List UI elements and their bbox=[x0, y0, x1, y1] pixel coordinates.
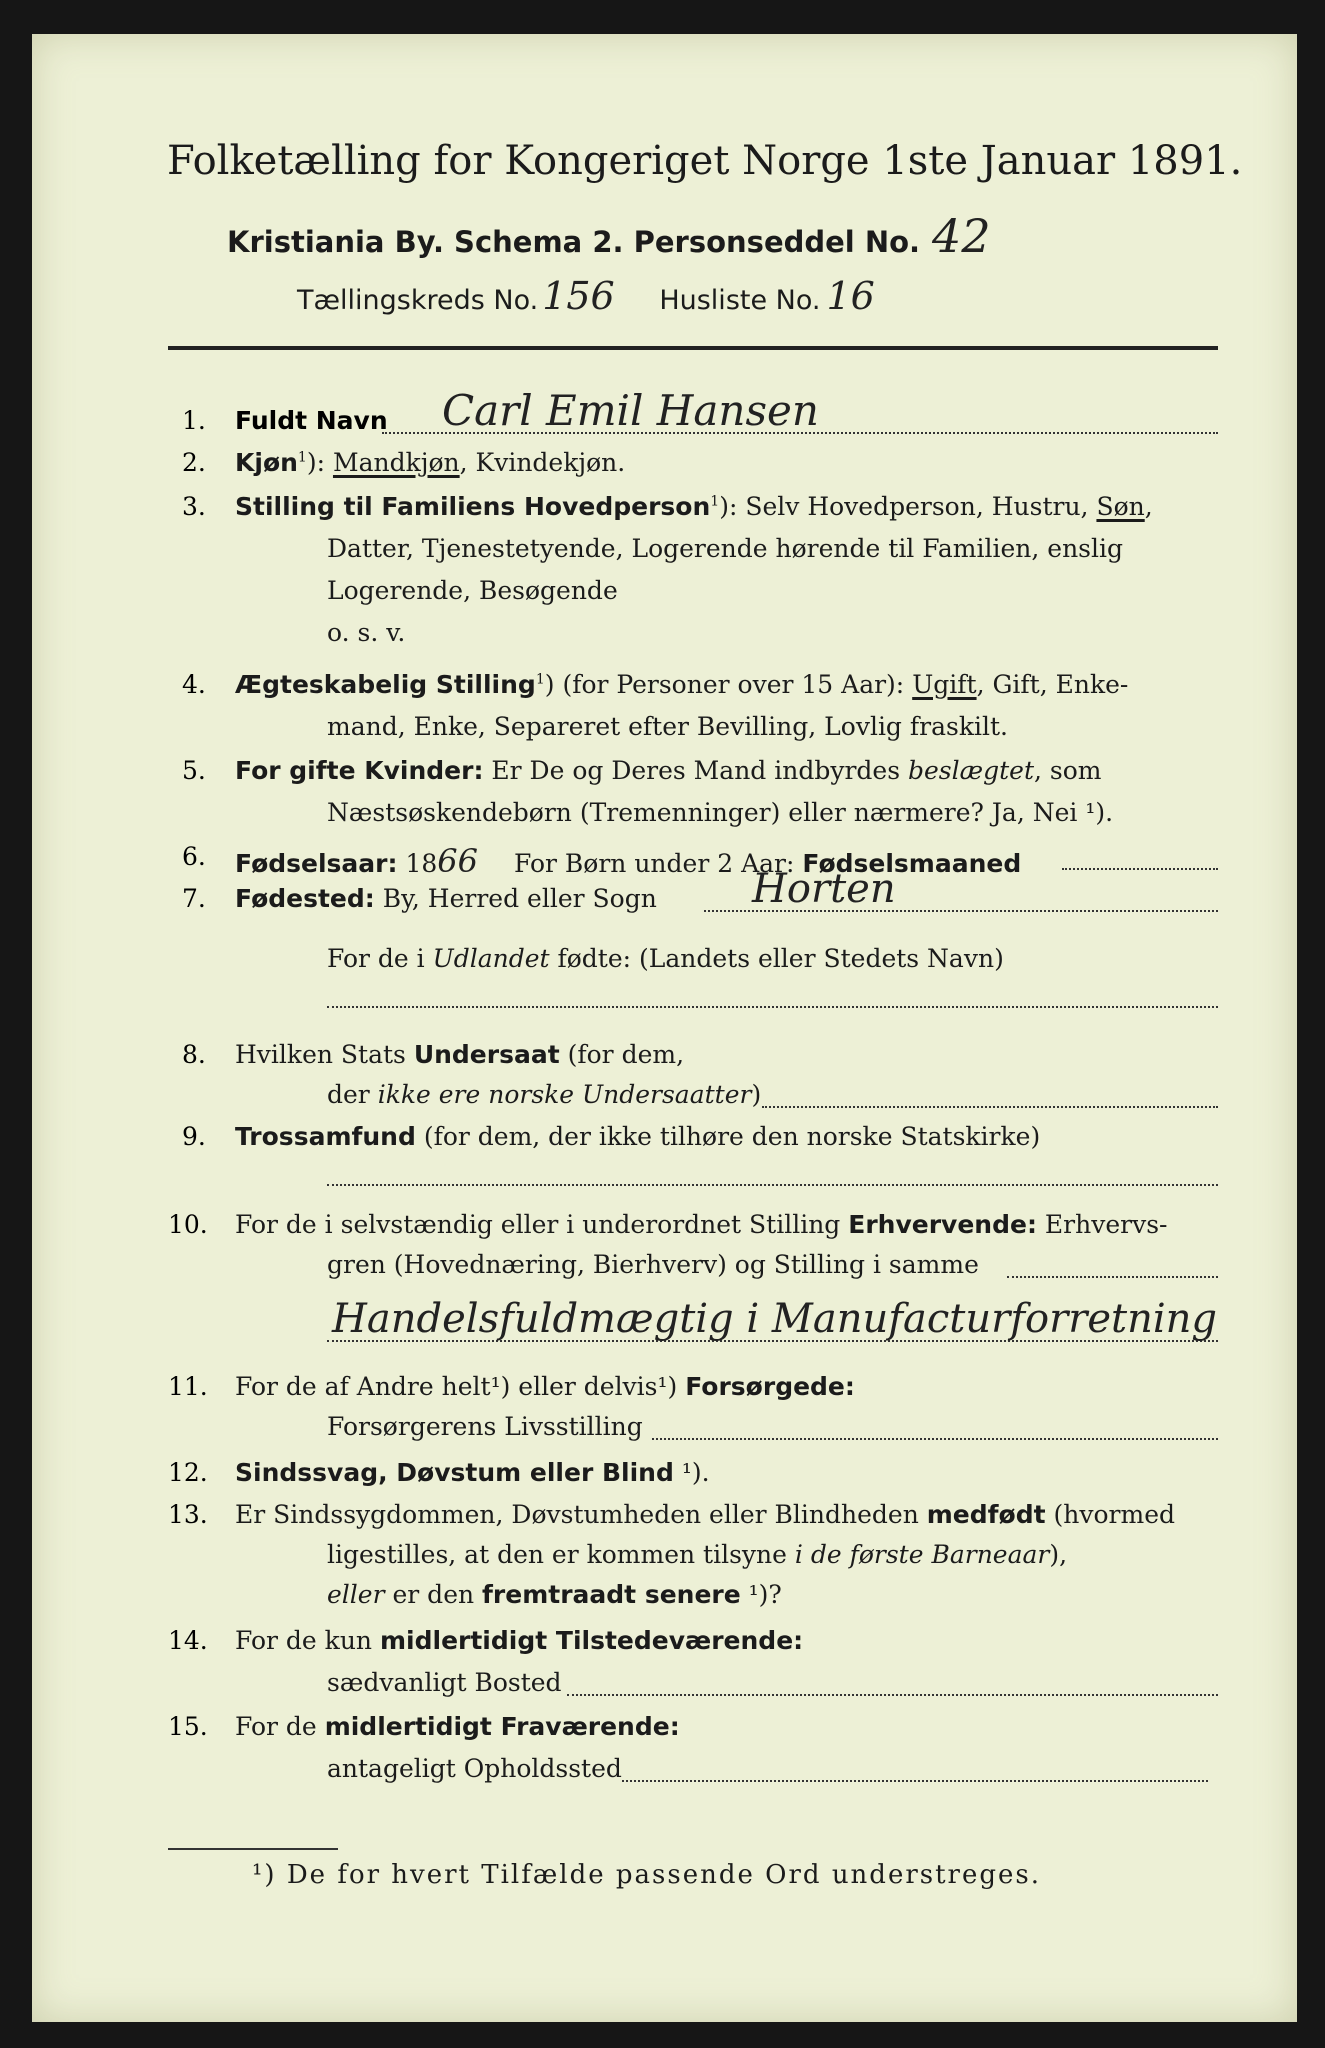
q14-text-a: For de kun bbox=[235, 1626, 380, 1655]
q13-text bbox=[235, 1500, 1175, 1529]
q2-text: Kjøn$^1$): Mandkjøn, Kvindekjøn. bbox=[235, 448, 626, 477]
q4-text bbox=[235, 670, 1128, 699]
q6-text-b: Fødselsmaaned bbox=[802, 849, 1022, 878]
q3-number: 3. bbox=[182, 492, 206, 521]
q7-answer: Horten bbox=[752, 866, 896, 912]
q11-text-a: For de af Andre helt¹) eller delvis¹) bbox=[235, 1372, 686, 1401]
q8-text bbox=[235, 1040, 684, 1069]
q6-year-answer: 66 bbox=[437, 842, 478, 880]
q14-text bbox=[235, 1626, 803, 1655]
q8-text-a: Hvilken Stats bbox=[235, 1040, 414, 1069]
q10-text-b: Erhvervs- bbox=[1036, 1210, 1168, 1239]
q7-line2-b: fødte: (Landets eller Stedets Navn) bbox=[549, 944, 1004, 973]
q4-number: 4. bbox=[182, 670, 206, 699]
q4-line2: mand, Enke, Separeret efter Bevilling, Lovlig fraskilt. bbox=[327, 712, 1008, 741]
q10-number: 10. bbox=[168, 1210, 208, 1239]
q15-text-a: For de bbox=[235, 1712, 325, 1741]
q13-number: 13. bbox=[168, 1500, 208, 1529]
q14-number: 14. bbox=[168, 1626, 208, 1655]
q15-label: midlertidigt Fraværende: bbox=[324, 1712, 680, 1741]
q6-text bbox=[235, 842, 1021, 880]
q11-number: 11. bbox=[168, 1372, 208, 1401]
q4-selected-option: Ugift bbox=[912, 670, 977, 699]
q13-text-a: Er Sindssygdommen, Døvstumheden eller Blindheden bbox=[235, 1500, 927, 1529]
q15-line2: antageligt Opholdssted bbox=[327, 1754, 622, 1783]
q13-label: medfødt bbox=[926, 1500, 1046, 1529]
q5-text bbox=[235, 756, 1102, 785]
q7-label: Fødested: bbox=[235, 884, 375, 913]
q12-text bbox=[235, 1458, 710, 1487]
q5-text-italic: beslægtet bbox=[908, 756, 1035, 785]
q12-label: Sindssvag, Døvstum eller Blind bbox=[235, 1458, 674, 1487]
q6-text-a: For Børn under 2 Aar: bbox=[513, 849, 795, 878]
q6-year-prefix: 18 bbox=[405, 849, 438, 878]
census-form-sheet bbox=[32, 34, 1297, 2022]
q15-number: 15. bbox=[168, 1712, 208, 1741]
q6-number: 6. bbox=[182, 842, 206, 871]
q10-text-a: For de i selvstændig eller i underordnet Stilling bbox=[235, 1210, 849, 1239]
q3-line2: Datter, Tjenestetyende, Logerende hørende til Familien, enslig bbox=[327, 534, 1124, 563]
q1-answer: Carl Emil Hansen bbox=[442, 386, 819, 435]
q13-line2-italic: i de første Barneaar bbox=[794, 1540, 1050, 1569]
q3-line4: o. s. v. bbox=[327, 618, 406, 647]
q5-number: 5. bbox=[182, 756, 206, 785]
q3-line3: Logerende, Besøgende bbox=[327, 576, 618, 605]
q12-text-b: ¹). bbox=[681, 1458, 710, 1487]
q6-label: Fødselsaar: bbox=[235, 849, 398, 878]
q4-options-a: ) (for Personer over 15 Aar): bbox=[544, 670, 913, 699]
q4-sup: 1 bbox=[535, 671, 545, 688]
q3-options-a: ): Selv Hovedperson, Hustru, bbox=[719, 492, 1097, 521]
q13-line2-b: ), bbox=[1049, 1540, 1068, 1569]
q3-selected-option: Søn bbox=[1096, 492, 1145, 521]
q10-answer: Handelsfuldmægtig i Manufacturforretning bbox=[332, 1296, 1218, 1342]
kreds-number: 156 bbox=[542, 274, 615, 318]
q10-dotted-line bbox=[1007, 1276, 1218, 1278]
kreds-label: Tællingskreds No. bbox=[297, 285, 539, 316]
q10-line2: gren (Hovednæring, Bierhverv) og Stilling i samme bbox=[327, 1250, 979, 1279]
q5-text-b: , som bbox=[1034, 756, 1102, 785]
q8-line2-a: der bbox=[327, 1080, 378, 1109]
q4-options-b: , Gift, Enke- bbox=[976, 670, 1129, 699]
q7-text-a: By, Herred eller Sogn bbox=[382, 884, 657, 913]
q8-line2-italic: ikke ere norske Undersaatter bbox=[377, 1080, 752, 1109]
q13-line3-italic: eller bbox=[327, 1580, 385, 1609]
q2-sup: 1 bbox=[297, 449, 307, 466]
header-rule bbox=[168, 346, 1218, 350]
q14-label: midlertidigt Tilstedeværende: bbox=[379, 1626, 804, 1655]
q12-number: 12. bbox=[168, 1458, 208, 1487]
q8-dotted-line bbox=[762, 1106, 1218, 1108]
q11-label: Forsørgede: bbox=[685, 1372, 855, 1401]
form-title: Folketælling for Kongeriget Norge 1ste Januar 1891. bbox=[167, 138, 1243, 184]
q11-text bbox=[235, 1372, 855, 1401]
q14-line2: sædvanligt Bosted bbox=[327, 1668, 562, 1697]
q8-line2 bbox=[327, 1080, 761, 1109]
q15-text bbox=[235, 1712, 680, 1741]
q7-line2-italic: Udlandet bbox=[432, 944, 550, 973]
q7-text bbox=[235, 884, 657, 913]
q9-dotted-line bbox=[327, 1184, 1218, 1186]
husliste-label: Husliste No. bbox=[659, 285, 821, 316]
q7-dotted-line-2 bbox=[327, 1006, 1218, 1008]
q9-label: Trossamfund bbox=[235, 1122, 416, 1151]
q13-line2 bbox=[327, 1540, 1067, 1569]
form-kreds-line bbox=[297, 274, 875, 318]
q8-number: 8. bbox=[182, 1040, 206, 1069]
q8-label: Undersaat bbox=[413, 1040, 560, 1069]
q2-number: 2. bbox=[182, 448, 206, 477]
q10-label: Erhvervende: bbox=[848, 1210, 1037, 1239]
husliste-number: 16 bbox=[826, 274, 875, 318]
q13-line3-bold: fremtraadt senere bbox=[482, 1580, 741, 1609]
q8-line2-b: ) bbox=[751, 1080, 762, 1109]
q8-text-b: (for dem, bbox=[559, 1040, 685, 1069]
q13-text-b: (hvormed bbox=[1045, 1500, 1175, 1529]
q7-line2-a: For de i bbox=[327, 944, 433, 973]
q3-sup: 1 bbox=[710, 493, 720, 510]
q3-label: Stilling til Familiens Hovedperson bbox=[235, 492, 711, 521]
q1-number: 1. bbox=[182, 406, 206, 435]
q2-selected-option: Mandkjøn bbox=[332, 448, 460, 477]
footnote: ¹) De for hvert Tilfælde passende Ord understreges. bbox=[252, 1860, 1042, 1890]
q4-label: Ægteskabelig Stilling bbox=[235, 670, 536, 699]
q9-number: 9. bbox=[182, 1122, 206, 1151]
q3-options-b: , bbox=[1144, 492, 1153, 521]
footnote-rule bbox=[168, 1848, 338, 1850]
q2-label: Kjøn bbox=[235, 448, 298, 477]
q5-text-a: Er De og Deres Mand indbyrdes bbox=[491, 756, 908, 785]
q7-number: 7. bbox=[182, 884, 206, 913]
q13-line3-b: ¹)? bbox=[740, 1580, 782, 1609]
q6-dotted-line bbox=[1062, 868, 1218, 870]
q9-text bbox=[235, 1122, 1040, 1151]
q15-dotted-line bbox=[622, 1780, 1208, 1782]
q5-line2: Næstsøskendebørn (Tremenninger) eller nærmere? Ja, Nei ¹). bbox=[327, 798, 1114, 827]
q13-line3 bbox=[327, 1580, 782, 1609]
q13-line3-a: er den bbox=[384, 1580, 483, 1609]
q9-text-a: (for dem, der ikke tilhøre den norske Statskirke) bbox=[423, 1122, 1041, 1151]
q3-text bbox=[235, 492, 1153, 521]
q13-line2-a: ligestilles, at den er kommen tilsyne bbox=[327, 1540, 795, 1569]
q1-label: Fuldt Navn bbox=[235, 406, 388, 435]
q11-line2: Forsørgerens Livsstilling bbox=[327, 1412, 643, 1441]
q7-line2 bbox=[327, 944, 1004, 973]
form-subtitle bbox=[227, 209, 991, 263]
personseddel-number: 42 bbox=[932, 209, 991, 263]
q11-dotted-line bbox=[652, 1438, 1218, 1440]
q5-label: For gifte Kvinder: bbox=[235, 756, 484, 785]
subtitle-prefix: Kristiania By. Schema 2. Personseddel No. bbox=[227, 225, 921, 259]
q10-text bbox=[235, 1210, 1167, 1239]
q14-dotted-line bbox=[567, 1694, 1218, 1696]
q2-other-option: , Kvindekjøn. bbox=[459, 448, 626, 477]
